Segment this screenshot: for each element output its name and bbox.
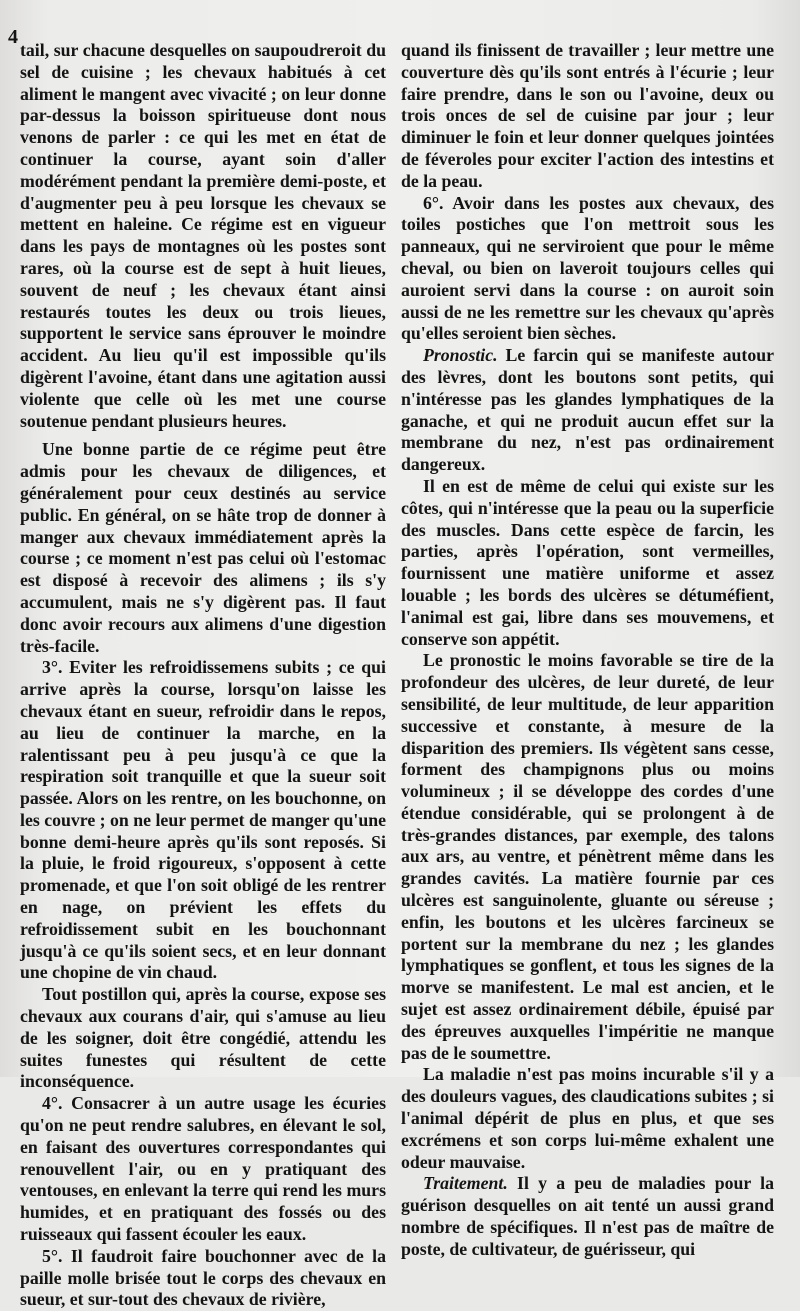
paragraph: Il en est de même de celui qui existe sur les côtes, qui n'intéresse que la peau ou la superficie des muscles. Dans cette espèce de farcin, les parties, après l'opération, sont vermeilles, fournissent une matière uniforme et assez louable ; les bords des ulcères se détuméfient, l'animal est gai, libre dans ses mouvemens, et conserve son appétit. xyxy=(401,475,774,649)
paragraph: 4°. Consacrer à un autre usage les écuries qu'on ne peut rendre salubres, en élevant le sol, en faisant des ouvertures correspondantes qui renouvellent l'air, ou en y pratiquant des ventouses, en enlevant la terre qui rend les murs humides, et en pratiquant des fossés ou des ruisseaux qui fassent écouler les eaux. xyxy=(20,1093,386,1245)
paragraph-pronostic: Pronostic. Le farcin qui se manifeste autour des lèvres, dont les boutons sont petits, qui n'intéresse pas les glandes lymphatiques de la ganache, et qui ne produit aucun effet sur la membrane du nez, n'est pas ordinairement dangereux. xyxy=(401,345,774,475)
paragraph: Une bonne partie de ce régime peut être admis pour les chevaux de diligences, et généralement pour ceux destinés au service public. En général, on se hâte trop de donner à manger aux chevaux immédiatement après la course ; ce moment n'est pas celui où l'estomac est disposé à recevoir des alimens ; ils s'y accumulent, mais ne s'y digèrent pas. Il faut donc avoir recours aux alimens d'une digestion très-facile. xyxy=(20,439,386,656)
paragraph: tail, sur chacune desquelles on saupoudreroit du sel de cuisine ; les chevaux habitués à cet aliment le mangent avec vivacité ; on leur donne par-dessus la boisson spiritueuse dont nous venons de parler : ce qui les met en état de continuer la course, ayant soin d'aller modérément pendant la première demi-poste, et d'augmenter peu à peu lorsque les chevaux se mettent en haleine. Ce régime est en vigueur dans les pays de montagnes où les postes sont rares, où la course est de sept à huit lieues, souvent de neuf ; les chevaux étant ainsi restaurés toutes les deux ou trois lieues, supportent le service sans éprouver le moindre accident. Au lieu qu'il est impossible qu'ils digèrent l'avoine, étant dans une agitation aussi violente que celle où les met une course soutenue pendant plusieurs heures. xyxy=(20,40,386,431)
paragraph: 3°. Eviter les refroidissemens subits ; ce qui arrive après la course, lorsqu'on laisse les chevaux étant en sueur, refroidir dans le repos, au lieu de continuer la marche, en la ralentissant peu à peu jusqu'à ce que la respiration soit tranquille et que la sueur soit passée. Alors on les rentre, on les bouchonne, on les couvre ; on ne leur permet de manger qu'une bonne demi-heure après qu'ils sont reposés. Si la pluie, le froid rigoureux, s'opposent à cette promenade, et que l'on soit obligé de les rentrer en nage, on prévient les effets du refroidissement subit en les bouchonnant jusqu'à ce qu'ils soient secs, et en leur donnant une chopine de vin chaud. xyxy=(20,657,386,983)
paragraph: Tout postillon qui, après la course, expose ses chevaux aux courans d'air, qui s'amuse au lieu de les soigner, doit être congédié, attendu les suites funestes qui résultent de cette inconséquence. xyxy=(20,984,386,1092)
paragraph: La maladie n'est pas moins incurable s'il y a des douleurs vagues, des claudications subites ; si l'animal dépérit de plus en plus, et que ses excrémens et son corps lui-même exhalent une odeur mauvaise. xyxy=(401,1064,774,1172)
page-number: 4 xyxy=(8,26,18,48)
paragraph-traitement: Traitement. Il y a peu de maladies pour la guérison desquelles on ait tenté un aussi grand nombre de spécifiques. Il n'est pas de maître de poste, de cultivateur, de guérisseur, qui xyxy=(401,1173,774,1259)
paragraph: Le pronostic le moins favorable se tire de la profondeur des ulcères, de leur dureté, de leur sensibilité, de leur multitude, de leur apparition successive et constante, à mesure de la disparition des premiers. Ils végètent sans cesse, forment des champignons plus ou moins volumineux ; il se développe des cordes d'une étendue considérable, qui se prolongent à de très-grandes distances, par exemple, des talons aux ars, au ventre, et pénètrent même dans les grandes cavités. La matière fournie par ces ulcères est sanguinolente, gluante ou séreuse ; enfin, les boutons et les ulcères farcineux se portent sur la membrane du nez ; les glandes lymphatiques se gonflent, et tous les signes de la morve se manifestent. Le mal est ancien, et le sujet est assez ordinairement débile, épuisé par des épreuves auxquelles l'impéritie ne manque pas de le soumettre. xyxy=(401,650,774,1063)
paragraph: 6°. Avoir dans les postes aux chevaux, des toiles postiches que l'on mettroit sous les panneaux, qui ne serviroient que pour le même cheval, ou bien on laveroit toujours celles qui auroient servi dans la course : on auroit soin aussi de ne les remettre sur les chevaux qu'après qu'elles seroient bien sèches. xyxy=(401,192,774,344)
paragraph: 5°. Il faudroit faire bouchonner avec de la paille molle brisée tout le corps des chevaux en sueur, et sur-tout des chevaux de rivière, xyxy=(20,1245,386,1310)
left-column xyxy=(20,40,386,1311)
right-column xyxy=(401,40,774,1261)
paragraph: quand ils finissent de travailler ; leur mettre une couverture dès qu'ils sont entrés à l'écurie ; leur faire prendre, dans le son ou l'avoine, deux ou trois onces de sel de cuisine par jour ; leur diminuer le foin et leur donner quelques jointées de féveroles pour exciter l'action des intestins et de la peau. xyxy=(401,40,774,191)
